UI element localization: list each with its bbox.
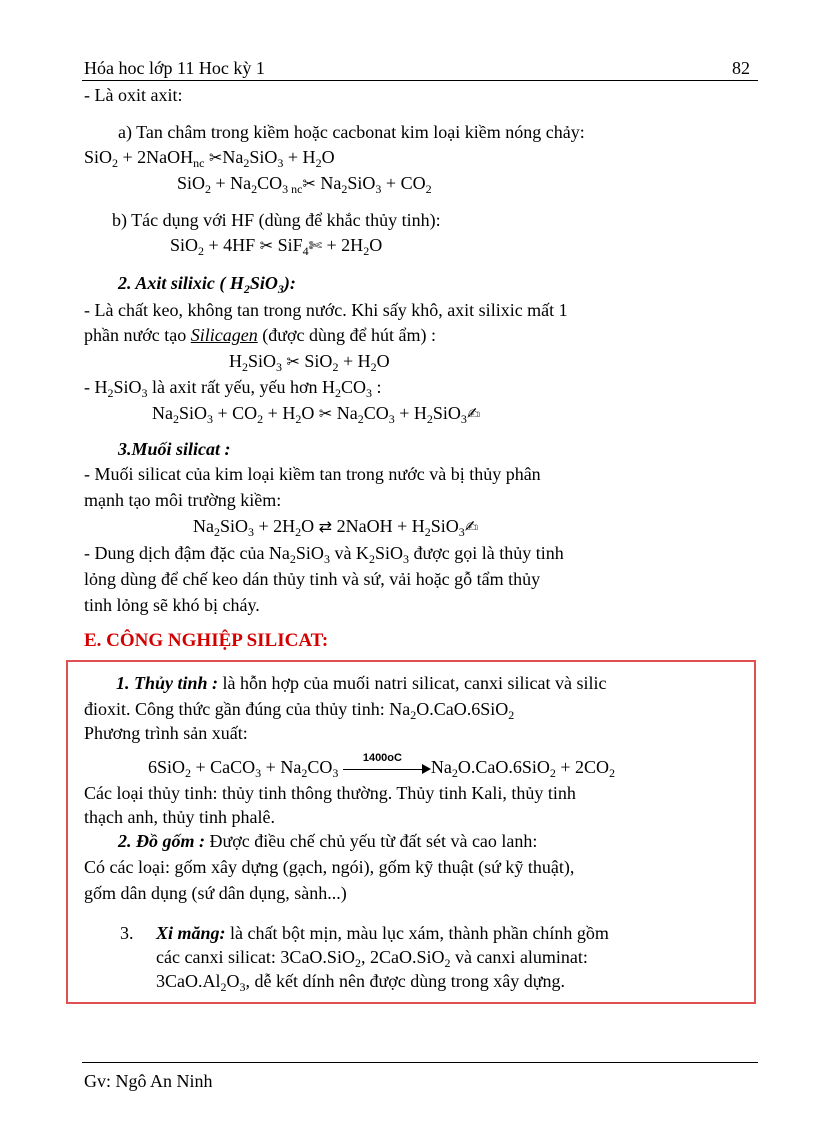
equation-sio2-hf: SiO$_2$ + 4HF ✂ SiF$_4$✄ + $2H_2O$: [170, 235, 383, 258]
list-number-3: 3.: [120, 923, 134, 943]
line-dung-dich: - Dung dịch đậm đặc của $Na_2SiO_3$ và $K_2SiO_3$ được gọi là thủy tinh: [84, 543, 564, 566]
footer-author: Gv: Ngô An Ninh: [84, 1071, 213, 1091]
line-cac-loai-gom: Có các loại: gốm xây dựng (gạch, ngói), gốm kỹ thuật (sứ kỹ thuật),: [84, 857, 575, 877]
heading-muoi-silicat: 3.Muối silicat :: [118, 439, 231, 459]
line-chat-keo: - Là chất keo, không tan trong nước. Khi sấy khô, axit silixic mất 1: [84, 300, 568, 320]
equation-sio2-na2co3: $SiO_2 + Na_2CO_{3 nc}✂$ $Na_2SiO_3 + CO_2$: [177, 173, 432, 196]
header-rule: [82, 80, 758, 81]
heading-axit-silixic: 2. Axit silixic ( $H_2SiO_3$):: [118, 273, 296, 296]
equation-h2sio3-decompose: $H_2SiO_3$ ✂ $SiO_2 + H_2O$: [229, 351, 390, 374]
reaction-condition: 1400oC: [362, 751, 402, 764]
line-moi-truong-kiem: mạnh tạo môi trường kiềm:: [84, 490, 282, 510]
line-aluminat: $3CaO.Al_2O_3$, dễ kết dính nên được dùng trong xây dựng.: [156, 971, 565, 994]
line-tan-cham: a) Tan châm trong kiềm hoặc cacbonat kim loại kiềm nóng chảy:: [118, 122, 585, 142]
line-silicagen: phần nước tạo Silicagen (được dùng để hút ẩm) :: [84, 325, 436, 345]
line-long-dung: lỏng dùng để chế keo dán thủy tinh và sứ, vải hoặc gỗ tẩm thủy: [84, 569, 541, 589]
equation-hydrolysis: $Na_2SiO_3 + 2H_2O$ ⇄ 2NaOH + $H_2SiO_3✍$: [193, 516, 479, 539]
line-phuong-trinh: Phương trình sản xuất:: [84, 723, 248, 743]
line-muoi-silicat: - Muối silicat của kim loại kiềm tan trong nước và bị thủy phân: [84, 464, 541, 484]
line-cac-loai-thuy-tinh: Các loại thủy tinh: thủy tinh thông thường. Thủy tinh Kali, thủy tinh: [84, 783, 576, 803]
reaction-arrow: [343, 751, 431, 779]
line-canxi-silicat: các canxi silicat: 3CaO.SiO$_2$, 2CaO.SiO$_2$ và canxi aluminat:: [156, 947, 588, 970]
term-silicagen: Silicagen: [190, 325, 258, 345]
paragraph-do-gom: 2. Đồ gốm : Được điều chế chủ yếu từ đất sét và cao lanh:: [118, 831, 538, 851]
paragraph-xi-mang: Xi măng: là chất bột mịn, màu lục xám, thành phần chính gồm: [156, 923, 609, 943]
footer-rule: [82, 1062, 758, 1063]
line-thach-anh: thạch anh, thủy tinh phalê.: [84, 807, 275, 827]
section-e-title: E. CÔNG NGHIỆP SILICAT:: [84, 630, 329, 651]
equation-sio2-naoh: SiO$_2$ + 2NaOH$_{nc}$ $✂Na_2SiO_3 + H_2O$: [84, 147, 335, 170]
line-cong-thuc: đioxit. Công thức gần đúng của thủy tinh: $Na_2O.CaO.6SiO_2$: [84, 699, 515, 722]
page-number: 82: [732, 58, 750, 78]
line-axit-yeu: - $H_2SiO_3$ là axit rất yếu, yếu hơn $H_2CO_3$ :: [84, 377, 382, 400]
line-oxit-axit: - Là oxit axit:: [84, 85, 183, 105]
paragraph-thuy-tinh: 1. Thủy tinh : là hỗn hợp của muối natri silicat, canxi silicat và silic: [116, 673, 607, 693]
equation-na2sio3-co2: $Na_2SiO_3 + CO_2 + H_2O$ ✂ $Na_2CO_3$ + $H_2SiO_3✍$: [152, 403, 481, 426]
header-title: Hóa hoc lớp 11 Hoc kỳ 1: [84, 58, 265, 78]
line-kho-chay: tinh lỏng sẽ khó bị cháy.: [84, 595, 260, 615]
equation-glass-production: 6SiO$_2$ + CaCO$_3$ + $Na_2CO_3$ 1400oC $Na_2O.CaO.6SiO_2 + 2CO_2$: [148, 756, 615, 779]
line-gom-dan-dung: gốm dân dụng (sứ dân dụng, sành...): [84, 883, 347, 903]
line-tac-dung-hf: b) Tác dụng với HF (dùng để khắc thủy tinh):: [112, 210, 441, 230]
